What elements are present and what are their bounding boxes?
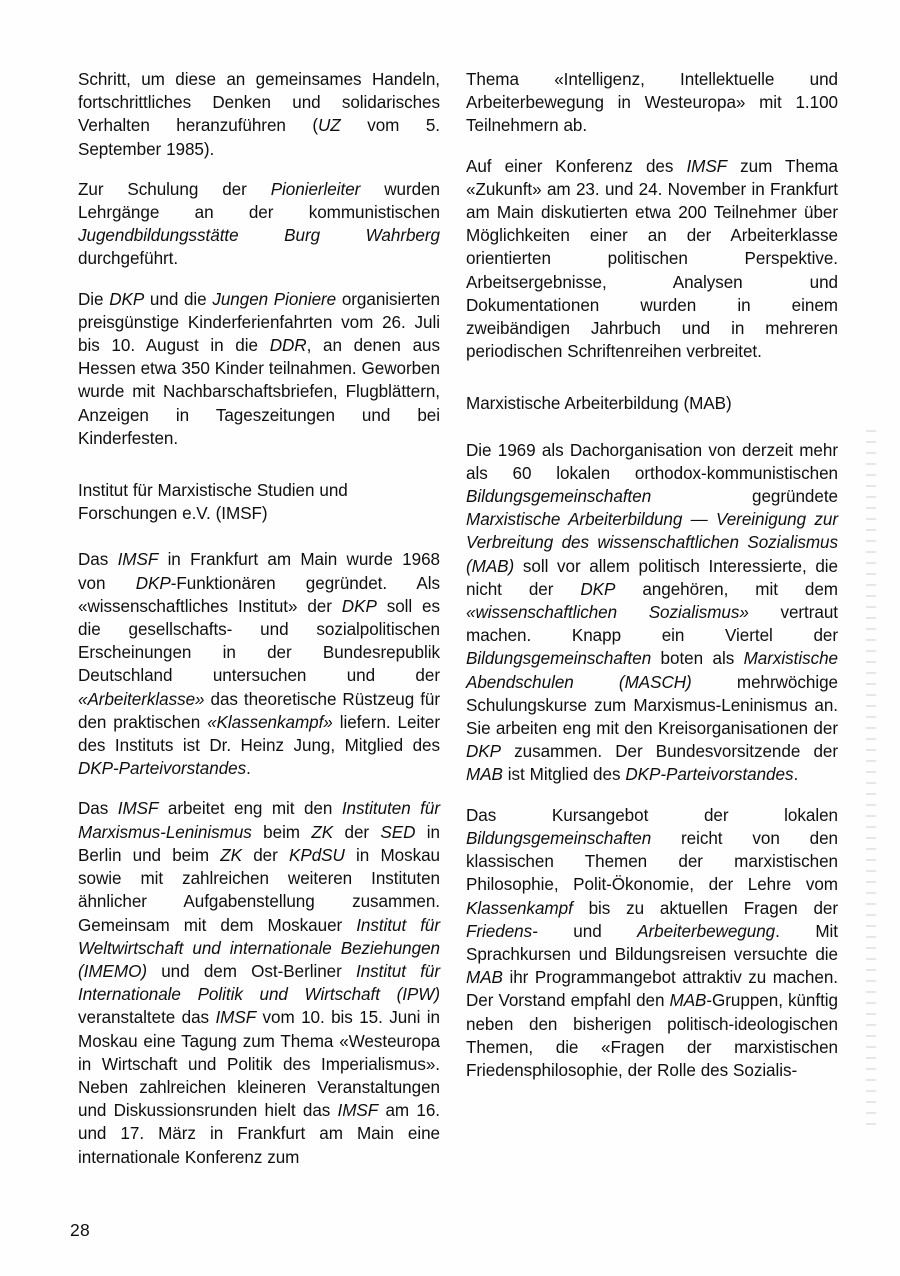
emphasized-text: UZ <box>318 116 341 136</box>
plain-text: ihr Programmangebot attraktiv zu machen. Der Vorstand empfahl den <box>466 968 838 1011</box>
emphasized-text: IMSF <box>215 1008 257 1028</box>
plain-text: der <box>242 845 289 865</box>
section-heading <box>78 479 440 525</box>
plain-text: zusammen. Der Bundesvorsitzende der <box>501 742 838 762</box>
emphasized-text: DKP <box>109 289 145 309</box>
plain-text: Thema «Intelligenz, Intellektuelle und Arbeiterbewegung in Westeuropa» mit 1.100 Teilnehmern ab. <box>466 70 838 136</box>
plain-text: veranstaltete das <box>78 1008 216 1028</box>
plain-text: wurden Lehrgänge an der kommunistischen <box>78 179 440 223</box>
emphasized-text: DKP <box>466 742 501 762</box>
emphasized-text: IMSF <box>117 550 159 570</box>
plain-text: Zur Schulung der <box>78 179 271 199</box>
emphasized-text: ZK <box>220 845 243 865</box>
plain-text: Das Kursangebot der lokalen <box>466 805 838 825</box>
plain-text: durchgeführt. <box>78 249 179 269</box>
emphasized-text: Institut für Weltwirtschaft und internationale Beziehungen (IMEMO) <box>78 915 441 981</box>
plain-text: am 16. und 17. März in Frankfurt am Main eine internationale Konferenz zum <box>78 1101 440 1167</box>
emphasized-text: MAB <box>466 968 503 988</box>
plain-text: arbeitet eng mit den <box>158 799 342 819</box>
plain-text: boten als <box>651 649 744 669</box>
text-body <box>78 68 838 1169</box>
body-paragraph <box>78 178 440 271</box>
emphasized-text: IMSF <box>686 156 728 176</box>
emphasized-text: Institut für Internationale Politik und Wirtschaft (IPW) <box>78 961 440 1005</box>
emphasized-text: DKP <box>580 579 616 599</box>
plain-text: . Mit Sprachkursen und Bildungsreisen versuchte die <box>466 921 838 964</box>
plain-text: Schritt, um diese an gemeinsames Handeln, fortschrittliches Denken und solidarisches Verhalten heranzuführen ( <box>78 70 440 136</box>
emphasized-text: Bildungsgemeinschaften <box>466 828 652 848</box>
plain-text: bis zu aktuellen Fragen der <box>572 898 838 918</box>
emphasized-text: MAB <box>669 991 707 1011</box>
emphasized-text: Marxistische Arbeiterbildung — Vereinigung zur Verbreitung des wissenschaftlichen Sozialismus (MAB) <box>466 510 838 576</box>
plain-text: Die <box>78 289 110 309</box>
emphasized-text: DKP-Parteivorstandes <box>78 759 247 779</box>
emphasized-text: IMSF <box>337 1101 379 1121</box>
body-paragraph <box>466 439 838 787</box>
plain-text: Auf einer Konferenz des <box>466 156 687 176</box>
right-text-column <box>466 68 838 1169</box>
emphasized-text: Marxistische Abendschulen (MASCH) <box>466 649 838 692</box>
emphasized-text: KPdSU <box>289 845 345 865</box>
plain-text: vom 5. September 1985). <box>78 116 440 159</box>
emphasized-text: «Arbeiterklasse» <box>78 689 205 709</box>
plain-text: und dem Ost-Berliner <box>146 961 356 981</box>
emphasized-text: DKP <box>135 573 171 593</box>
emphasized-text: Bildungsgemeinschaften <box>466 649 652 669</box>
plain-text: Das <box>78 799 118 819</box>
emphasized-text: SED <box>380 822 416 842</box>
body-paragraph <box>466 68 838 138</box>
emphasized-text: IMSF <box>117 799 159 819</box>
body-paragraph <box>78 288 440 450</box>
plain-text: zum Thema «Zukunft» am 23. und 24. November in Frankfurt am Main diskutierten etwa 200 Teilnehmer über Möglichkeiten einer an der Arbeiterklasse orientierten politischen Perspektive. Arbeitsergebnisse, Analysen und Dokumentationen wurden in einem zweibändigen Jahrbuch und in mehreren periodischen Schriftenreihen verbreitet. <box>466 156 839 362</box>
emphasized-text: ZK <box>311 822 334 842</box>
scan-bleedthrough-artifact <box>866 430 876 1130</box>
body-paragraph <box>78 68 440 161</box>
plain-text: . <box>793 765 799 785</box>
plain-text: in Berlin und beim <box>78 822 440 865</box>
left-text-column <box>78 68 440 1169</box>
plain-text: soll es die gesellschafts- und sozialpolitischen Erscheinungen in der Bundesrepublik Deutschland untersuchen und der <box>78 596 441 686</box>
emphasized-text: «Klassenkampf» <box>207 712 333 732</box>
plain-text: gegründete <box>651 487 838 507</box>
plain-text: mehrwöchige Schulungskurse zum Marxismus-Leninismus an. Sie arbeiten eng mit den Kreisorganisationen der <box>466 672 838 739</box>
emphasized-text: Klassenkampf <box>466 898 573 918</box>
emphasized-text: Friedens- <box>466 921 538 941</box>
plain-text: organisierten preisgünstige Kinderferienfahrten vom 26. Juli bis 10. August in die <box>78 289 440 356</box>
plain-text: vom 10. bis 15. Juni in Moskau eine Tagung zum Thema «Westeuropa in Wirtschaft und Politik des Imperialismus». Neben zahlreichen kleineren Veranstaltungen und Diskussionsrunden hielt das <box>78 1008 441 1121</box>
emphasized-text: Instituten für Marxismus-Leninismus <box>78 799 440 842</box>
plain-text: der <box>333 822 381 842</box>
plain-text: . <box>246 759 251 779</box>
emphasized-text: Pionierleiter <box>270 179 361 199</box>
plain-text: das theoretische Rüstzeug für den praktischen <box>78 689 440 732</box>
plain-text: Institut für Marxistische Studien und Forschungen e.V. (IMSF) <box>78 481 348 524</box>
plain-text: soll vor allem politisch Interessierte, die nicht der <box>466 556 838 599</box>
plain-text: in Moskau sowie mit zahlreichen weiteren Instituten ähnlicher Aufgabenstellung zusammen. Gemeinsam mit dem Moskauer <box>78 845 440 935</box>
section-heading <box>466 392 838 415</box>
plain-text: beim <box>251 822 312 842</box>
plain-text: , an denen aus Hessen etwa 350 Kinder teilnahmen. Geworben wurde mit Nachbarschaftsbriefen, Flugblättern, Anzeigen in Tageszeitungen und bei Kinderfesten. <box>78 336 440 448</box>
emphasized-text: MAB <box>466 765 503 785</box>
page-number: 28 <box>70 1220 91 1240</box>
emphasized-text: DDR <box>269 336 307 356</box>
emphasized-text: Arbeiterbewegung <box>637 921 776 941</box>
plain-text: und <box>537 921 638 941</box>
body-paragraph <box>466 804 838 1082</box>
emphasized-text: Jungen Pioniere <box>212 289 337 309</box>
emphasized-text: «wissenschaftlichen Sozialismus» <box>466 603 749 623</box>
plain-text: vertraut machen. Knapp ein Viertel der <box>466 603 838 646</box>
plain-text: -Gruppen, künftig neben den bisherigen politisch-ideologischen Themen, die «Fragen der marxistischen Friedensphilosophie, der Rolle des Sozialis- <box>466 991 838 1080</box>
emphasized-text: Jugendbildungsstätte Burg Wahrberg <box>78 226 440 246</box>
emphasized-text: DKP <box>341 596 377 616</box>
plain-text: -Funktionären gegründet. Als «wissenschaftliches Institut» der <box>78 573 440 616</box>
plain-text: liefern. Leiter des Instituts ist Dr. Heinz Jung, Mitglied des <box>78 712 440 756</box>
emphasized-text: DKP-Parteivorstandes <box>625 765 794 785</box>
plain-text: Das <box>78 550 118 570</box>
body-paragraph <box>78 548 440 780</box>
plain-text: in Frankfurt am Main wurde 1968 von <box>78 550 440 593</box>
plain-text: angehören, mit dem <box>615 579 838 599</box>
emphasized-text: Bildungsgemeinschaften <box>466 487 652 507</box>
plain-text: Marxistische Arbeiterbildung (MAB) <box>466 394 732 414</box>
plain-text: ist Mitglied des <box>502 765 626 785</box>
body-paragraph <box>466 155 838 364</box>
plain-text: reicht von den klassischen Themen der marxistischen Philosophie, Polit-Ökonomie, der Lehre vom <box>466 828 838 895</box>
plain-text: Die 1969 als Dachorganisation von derzeit mehr als 60 lokalen orthodox-kommunistischen <box>466 440 838 483</box>
body-paragraph <box>78 797 440 1168</box>
plain-text: und die <box>144 289 213 309</box>
